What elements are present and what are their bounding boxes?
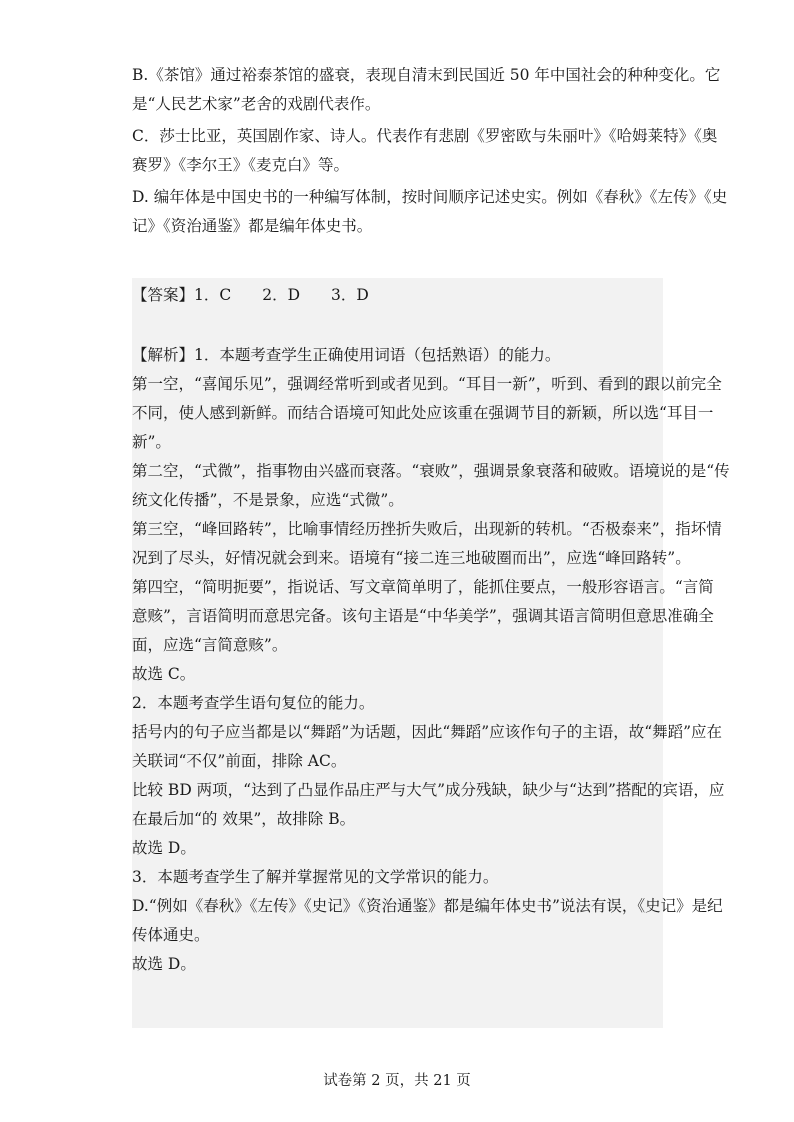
analysis-line: 第四空，“简明扼要”，指说话、写文章简单明了，能抓住要点，一般形容语言。“言简 xyxy=(132,578,714,596)
analysis-line: 3．本题考查学生了解并掌握常见的文学常识的能力。 xyxy=(132,868,499,886)
analysis-line: 况到了尽头，好情况就会到来。语境有“接二连三地破圈而出”，应选“峰回路转”。 xyxy=(132,549,691,567)
option-line: 赛罗》《李尔王》《麦克白》等。 xyxy=(132,156,350,174)
analysis-line: 括号内的句子应当都是以“舞蹈”为话题，因此“舞蹈”应该作句子的主语，故“舞蹈”应在 xyxy=(132,723,723,741)
page-footer: 试卷第 2 页，共 21 页 xyxy=(323,1073,471,1089)
analysis-section xyxy=(132,341,730,979)
analysis-line: 故选 D。 xyxy=(132,955,196,973)
analysis-line: 【解析】1．本题考查学生正确使用词语（包括熟语）的能力。 xyxy=(132,346,561,364)
analysis-line: 传体通史。 xyxy=(132,926,210,944)
analysis-line: 第三空，“峰回路转”，比喻事情经历挫折失败后，出现新的转机。“否极泰来”，指坏情 xyxy=(132,520,722,538)
analysis-line: 第一空，“喜闻乐见”，强调经常听到或者见到。“耳目一新”，听到、看到的跟以前完全 xyxy=(132,375,722,393)
analysis-line: 关联词“不仅”前面，排除 AC。 xyxy=(132,752,347,770)
option-line: 是“人民艺术家”老舍的戏剧代表作。 xyxy=(132,95,381,113)
answer-section xyxy=(132,281,663,310)
analysis-line: 面，应选“言简意赅”。 xyxy=(132,636,288,654)
options-block xyxy=(132,61,728,241)
analysis-line: 新”。 xyxy=(132,433,171,451)
option-line: 记》《资治通鉴》都是编年体史书。 xyxy=(132,217,373,235)
option-line: D. 编年体是中国史书的一种编写体制，按时间顺序记述史实。例如《春秋》《左传》《史 xyxy=(132,188,728,206)
analysis-line: 在最后加“的 效果”，故排除 B。 xyxy=(132,810,356,828)
analysis-line: D.“例如《春秋》《左传》《史记》《资治通鉴》都是编年体史书”说法有误，《史记》是纪 xyxy=(132,897,723,915)
analysis-line: 故选 D。 xyxy=(132,839,196,857)
analysis-line: 第二空，“式微”，指事物由兴盛而衰落。“衰败”，强调景象衰落和破败。语境说的是“传 xyxy=(132,462,730,480)
analysis-line: 意赅”，言语简明而意思完备。该句主语是“中华美学”，强调其语言简明但意思准确全 xyxy=(132,607,714,625)
analysis-line: 比较 BD 两项，“达到了凸显作品庄严与大气”成分残缺，缺少与“达到”搭配的宾语，应 xyxy=(132,781,725,799)
analysis-line: 2．本题考查学生语句复位的能力。 xyxy=(132,694,375,712)
analysis-line: 故选 C。 xyxy=(132,665,196,683)
option-line: C．莎士比亚，英国剧作家、诗人。代表作有悲剧《罗密欧与朱丽叶》《哈姆莱特》《奥 xyxy=(132,127,718,145)
analysis-line: 统文化传播”，不是景象，应选“式微”。 xyxy=(132,491,404,509)
option-line: B.《茶馆》通过裕泰茶馆的盛衰，表现自清末到民国近 50 年中国社会的种种变化。它 xyxy=(132,66,721,84)
analysis-line: 不同，使人感到新鲜。而结合语境可知此处应该重在强调节目的新颖，所以选“耳目一 xyxy=(132,404,714,422)
answer-line: 【答案】1．C 2．D 3．D xyxy=(132,286,369,304)
